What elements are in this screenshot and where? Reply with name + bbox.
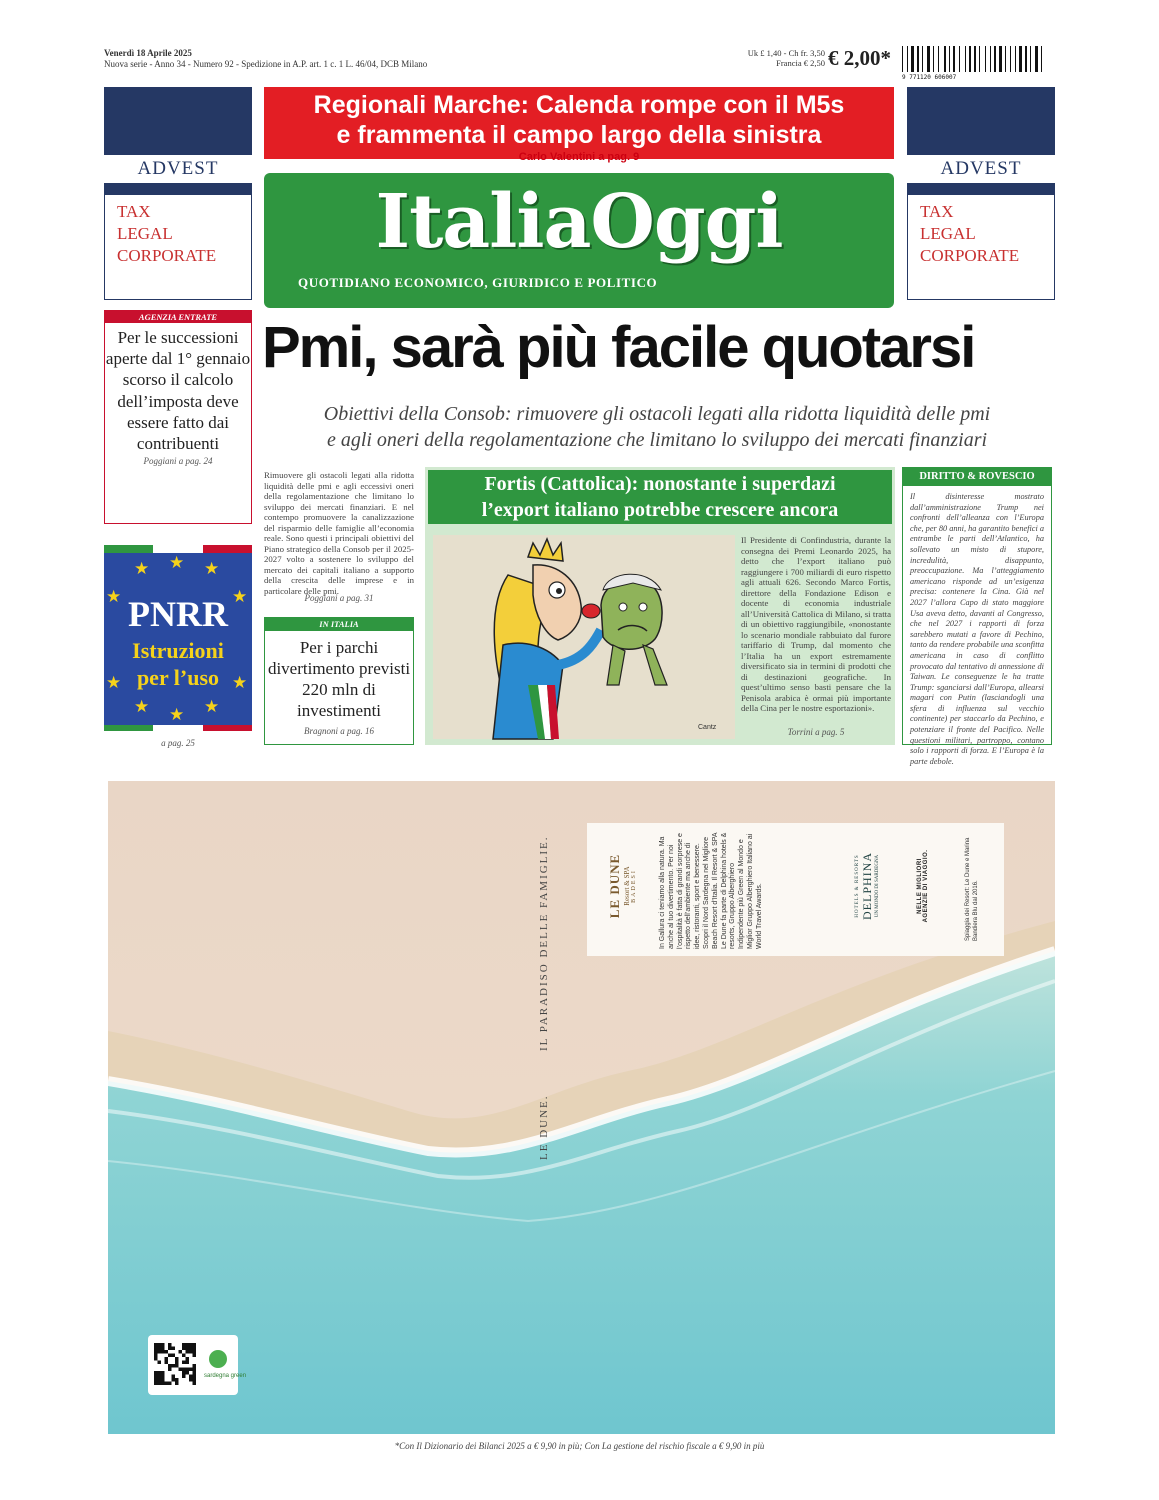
diritto-title: DIRITTO & ROVESCIO: [903, 468, 1051, 486]
ad-vertical-text: [538, 835, 558, 1160]
cartoon-signature: Cantz: [698, 724, 717, 731]
foreign-prices-line-1: Uk £ 1,40 - Ch fr. 3,50: [747, 48, 825, 58]
cover-price: € 2,00*: [828, 46, 891, 70]
edition-info: [104, 48, 427, 70]
eu-star-icon: ★: [169, 553, 185, 572]
ad-tagline-slogan: IL PARADISO DELLE FAMIGLIE.: [538, 835, 550, 1051]
ad-blue-flag-note: Spiaggia dei Resort: Le Dune e Marina Bandiera Blu dal 2016.: [965, 837, 979, 941]
pnrr-subtitle-line-2: per l’uso: [136, 665, 220, 690]
eu-star-icon: ★: [204, 559, 220, 578]
masthead: [264, 173, 894, 308]
eu-star-icon: ★: [232, 673, 248, 692]
eu-star-icon: ★: [106, 587, 122, 606]
sardegna-green-badge: sardegna green: [204, 1373, 247, 1379]
delphina-logo: DELPHINA: [860, 852, 874, 920]
pnrr-box[interactable]: [104, 545, 252, 731]
agenzia-page-ref: Poggiani a pag. 24: [143, 456, 213, 467]
advest-line-tax: TAX: [117, 202, 151, 221]
advest-brand: ADVEST: [104, 155, 252, 183]
ad-body-text: In Gallura ci teniamo alla natura. Ma anche al tuo divertimento. Per noi l’ospitalità è fatta di grandi sorprese e rispetto dell’ambiente ma anche di idee, ristoranti, sport e benessere. Scopri il Nord Sardegna nel Migliore Beach Resort d’Italia. Il Resort & SPA Le Dune fa parte di Delphina hotels & resorts, Gruppo Alberghiero Indipendente più Green al Mondo e Miglior Gruppo Alberghiero Italiano ai World Travel Awards.: [659, 832, 763, 949]
in-italia-box[interactable]: [264, 617, 414, 745]
footnote: *Con Il Dizionario dei Bilanci 2025 a € 9,90 in più; Con La gestione del rischio fiscale a € 9,90 in più: [394, 1441, 765, 1451]
in-italia-tag: IN ITALIA: [265, 618, 413, 631]
ad-info-card: [587, 823, 1004, 956]
pnrr-subtitle: [104, 637, 252, 691]
eu-star-icon: ★: [134, 697, 150, 716]
masthead-title: ItaliaOggi: [375, 179, 783, 265]
edition-details: Nuova serie - Anno 34 - Numero 92 - Spedizione in A.P. art. 1 c. 1 L. 46/04, DCB Milano: [104, 59, 428, 69]
advest-line-corporate: CORPORATE: [117, 246, 217, 265]
eu-star-icon: ★: [169, 705, 185, 724]
eu-star-icon: ★: [232, 587, 248, 606]
diritto-rovescio-column[interactable]: [902, 467, 1052, 766]
qr-badge-box[interactable]: [148, 1335, 247, 1395]
barcode-number: 9 771120 606007: [902, 74, 957, 81]
advest-line-tax: TAX: [920, 202, 954, 221]
fortis-article-body: Il Presidente di Confindustria, durante la consegna dei Premi Leonardo 2025, ha detto che l’export italiano può raggiungere i 700 miliardi di euro rispetto agli attuali 626. Secondo Marco Fortis, direttore della Fondazione Edison e docente di economia industriale all’Università Cattolica di Milano, si tratta di un obiettivo raggiungibile, «nonostante lo scenario mondiale rabbuiato dal furore tariffario di Trump, dal momento che l’Italia ha un export estremamente diversificato sia in termini di prodotti che di destinazioni geografiche. In quest’ultimo senso basti pensare che la Penisola arabica è ormai più importante della Cina per le nostre esportazioni».: [741, 535, 891, 713]
issue-date: Venerdì 18 Aprile 2025: [104, 48, 192, 58]
le-dune-logo-location: BADESI: [631, 869, 637, 903]
le-dune-logo: LE DUNE: [607, 853, 622, 919]
advest-line-legal: LEGAL: [920, 224, 976, 243]
barcode: [902, 46, 1046, 80]
ad-agencies-line-1: NELLE MIGLIORI: [917, 858, 923, 914]
foreign-prices-line-2: Francia € 2,50: [776, 58, 825, 68]
le-dune-logo-sub: Resort & SPA: [623, 866, 631, 906]
main-page-ref: Poggiani a pag. 31: [304, 593, 374, 603]
pnrr-title: PNRR: [128, 594, 228, 634]
advest-ad-right[interactable]: [907, 87, 1055, 300]
diritto-body: Il disinteresse mostrato dall’amministrazione Trump nei confronti dell’alleanza con l’Europa che, per 80 anni, ha garantito benefici a entrambe le parti dell’Atlantico, ha sollevato un misto di stupore, incredulità, disappunto, preoccupazione. Ma l’atteggiamento americano risponde ad un’esigenza precisa: contenere la Cina. Già nel 2027 l’allora Capo di stato maggiore Usa aveva detto, davanti al Congresso, che nel 2027 i rapporti di forza sarebbero mutati a favore di Pechino, tanto da rendere probabile una sconfitta americana in caso di conflitto provocato dal tentativo di annessione di Taiwan. Le conseguenze le ha tratte Trump: sganciarsi dall’Europa, allearsi magari con Putin (lasciandogli una sfera di influenza sul vecchio continente) per staccarlo da Pechino, e potenziare il fronte del Pacifico. Nelle questioni militari, partroppo, contano solo i rapporti di forza. E l’Europa è la parte debole.: [910, 492, 1044, 766]
advest-line-corporate: CORPORATE: [920, 246, 1020, 265]
in-italia-headline: Per i parchi divertimento previsti 220 mln di investimenti: [267, 638, 411, 720]
masthead-subtitle: QUOTIDIANO ECONOMICO, GIURIDICO E POLITICO: [298, 275, 658, 290]
fortis-page-ref: Torrini a pag. 5: [787, 727, 845, 737]
qr-code-icon: [148, 1335, 247, 1395]
main-deck-line-1: Obiettivi della Consob: rimuovere gli ostacoli legati alla ridotta liquidità delle pmi: [323, 403, 991, 425]
fortis-headline-line-1: Fortis (Cattolica): nonostante i superdazi: [484, 473, 836, 495]
foreign-prices: [737, 48, 825, 68]
advest-ad-left[interactable]: [104, 87, 252, 300]
eu-star-icon: ★: [134, 559, 150, 578]
pnrr-page-ref: a pag. 25: [161, 738, 195, 748]
advest-brand: ADVEST: [907, 155, 1055, 183]
main-deck-line-2: e agli oneri della regolamentazione che limitano lo sviluppo dei mercati finanziari: [326, 429, 988, 451]
in-italia-page-ref: Bragnoni a pag. 16: [303, 726, 374, 736]
banner-page-ref: Carlo Valentini a pag. 9: [518, 151, 640, 163]
italian-flag-stripe: [104, 725, 252, 731]
fortis-article[interactable]: [425, 467, 895, 745]
ad-agencies-line-2: AGENZIE DI VIAGGIO.: [923, 849, 929, 923]
editorial-cartoon: [433, 535, 735, 739]
main-headline[interactable]: Pmi, sarà più facile quotarsi: [262, 315, 975, 380]
delphina-logo-sub: UN MONDO DI SARDEGNA: [875, 854, 880, 918]
ad-tagline-brand: LE DUNE.: [538, 1094, 550, 1160]
banner-line-1: Regionali Marche: Calenda rompe con il M5s: [313, 91, 845, 119]
italian-flag-stripe: [104, 545, 252, 553]
agenzia-headline: Per le successioni aperte dal 1° gennaio scorso il calcolo dell’imposta deve essere fatto dai contribuenti: [105, 328, 251, 454]
agenzia-entrate-box[interactable]: [104, 310, 252, 524]
main-article-body: Rimuovere gli ostacoli legati alla ridotta liquidità delle pmi e agli eccessivi oneri della regolamentazione che limitano lo sviluppo dei mercati finanziari. E nel contempo promuovere la canalizzazione del risparmio delle famiglie all’economia reale. Sono questi i principali obiettivi del Piano strategico della Consob per il 2025-2027 volto a sostenere lo sviluppo del mercato dei capitali italiano a supporto della crescita delle imprese e in particolare delle pmi.: [264, 470, 414, 596]
fortis-headline-line-2: l’export italiano potrebbe crescere ancora: [481, 499, 839, 521]
fortis-headline: [428, 470, 892, 524]
banner-line-2: e frammenta il campo largo della sinistra: [336, 121, 822, 149]
pnrr-subtitle-line-1: Istruzioni: [132, 638, 224, 663]
delphina-logo-top: HOTELS & RESORTS: [855, 854, 860, 918]
advest-line-legal: LEGAL: [117, 224, 173, 243]
eu-star-icon: ★: [204, 697, 220, 716]
main-deck: [262, 401, 1052, 453]
top-banner-headline[interactable]: [264, 87, 894, 159]
agenzia-tag: AGENZIA ENTRATE: [105, 311, 251, 323]
eu-star-icon: ★: [106, 673, 122, 692]
